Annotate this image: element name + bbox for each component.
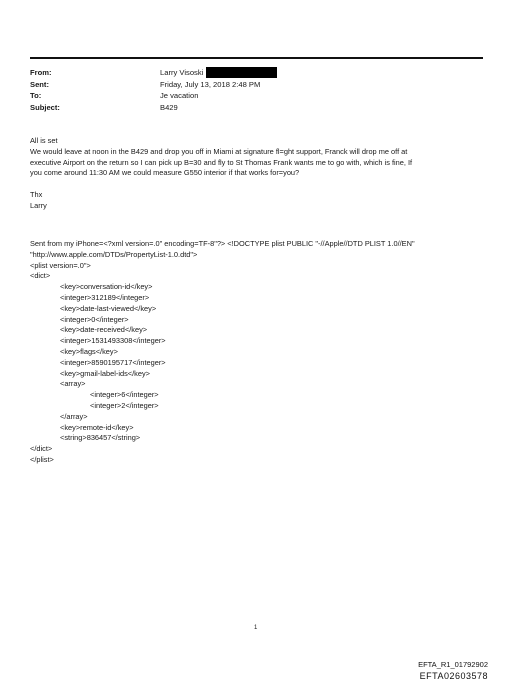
- plist-line: </array>: [60, 411, 88, 421]
- signature-name: Larry: [30, 200, 47, 210]
- plist-line: <key>flags</key>: [60, 346, 118, 356]
- plist-line: <key>gmail-label-ids</key>: [60, 368, 150, 378]
- subject-value: B429: [160, 102, 178, 112]
- plist-line: <key>date-last-viewed</key>: [60, 303, 157, 313]
- from-name: Larry Visoski: [160, 68, 204, 77]
- message-line: you come around 11:30 AM we could measure G550 interior if that works for=you?: [30, 168, 300, 178]
- plist-line: </plist>: [30, 454, 54, 464]
- plist-line: <dict>: [30, 271, 51, 281]
- signoff: Thx: [30, 190, 43, 199]
- plist-block: [30, 239, 490, 466]
- plist-line: "http://www.apple.com/DTDs/PropertyList-1.0.dtd">: [30, 249, 198, 259]
- subject-row: [30, 102, 490, 114]
- sent-value: Friday, July 13, 2018 2:48 PM: [160, 79, 261, 89]
- to-value: Je vacation: [160, 91, 199, 100]
- bates-ref-secondary: EFTA02603578: [419, 671, 488, 681]
- from-row: [30, 67, 490, 79]
- message-body: [30, 136, 490, 179]
- message-line: We would leave at noon in the B429 and drop you off in Miami at signature fl=ght support, Franck will drop me off at: [30, 146, 408, 156]
- plist-line: <integer>6</integer>: [90, 390, 159, 400]
- signature-block: [30, 190, 490, 212]
- plist-line: <key>remote-id</key>: [60, 422, 134, 432]
- to-label: To:: [30, 91, 42, 100]
- message-line: executive Airport on the return so I can pick up B=30 and fly to St Thomas Frank wants me to go with, which is fine, If: [30, 157, 413, 167]
- plist-line: </dict>: [30, 444, 53, 454]
- email-header: [30, 67, 490, 113]
- redaction-box: [206, 67, 277, 78]
- header-divider: [30, 57, 483, 59]
- plist-line: <integer>312189</integer>: [60, 292, 150, 302]
- plist-line: <integer>1531493308</integer>: [60, 336, 166, 346]
- plist-line: <array>: [60, 379, 86, 389]
- message-line: All is set: [30, 136, 58, 145]
- sent-row: [30, 79, 490, 91]
- subject-label: Subject:: [30, 102, 60, 112]
- from-label: From:: [30, 68, 52, 77]
- plist-line: <integer>8590195717</integer>: [60, 357, 166, 367]
- plist-line: <integer>2</integer>: [90, 400, 159, 410]
- plist-line: <key>date-received</key>: [60, 325, 148, 335]
- sent-label: Sent:: [30, 79, 49, 89]
- plist-line: Sent from my iPhone=<?xml version=.0" encoding=TF-8"?> <!DOCTYPE plist PUBLIC "-//Apple//DTD PLIST 1.0//EN": [30, 239, 415, 248]
- to-row: [30, 90, 490, 102]
- from-value: [160, 67, 490, 79]
- bates-ref-primary: EFTA_R1_01792902: [418, 660, 488, 669]
- page-number: 1: [254, 625, 258, 631]
- plist-line: <key>conversation-id</key>: [60, 282, 153, 292]
- plist-line: <plist version=.0">: [30, 260, 91, 270]
- plist-line: <integer>0</integer>: [60, 314, 129, 324]
- plist-line: <string>836457</string>: [60, 433, 141, 443]
